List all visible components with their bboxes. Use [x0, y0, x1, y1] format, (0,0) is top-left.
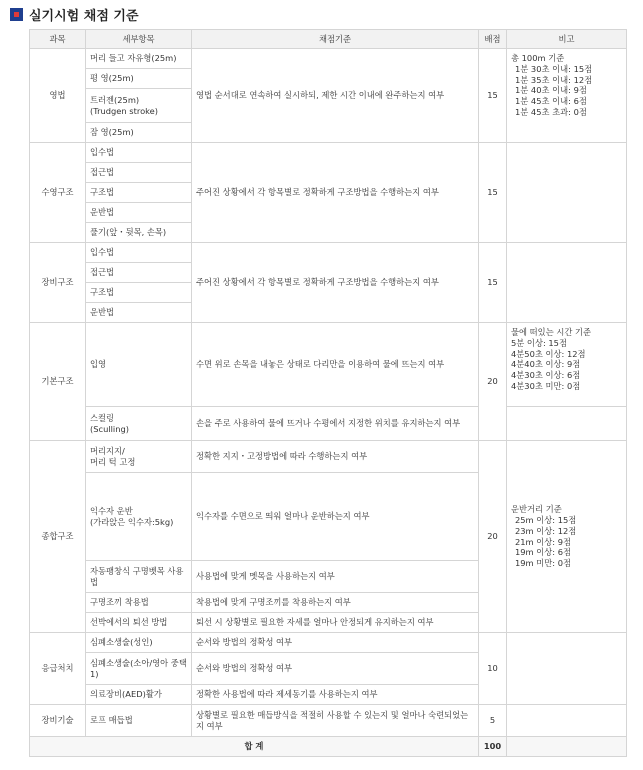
- table-row: [30, 441, 627, 473]
- detail-cell: 접근법: [86, 163, 192, 183]
- category-cell: 응급처치: [30, 633, 86, 705]
- note-line: 5분 이상: 15점: [511, 337, 567, 348]
- notes-cell: [507, 705, 627, 737]
- note-line: 1분 30초 이내: 15점: [515, 63, 593, 74]
- notes-cell: [507, 49, 627, 143]
- notes-cell: [507, 633, 627, 705]
- detail-cell: 머리지지/ 머리 턱 고정: [86, 441, 192, 473]
- total-score: 100: [479, 737, 507, 757]
- detail-cell: 심폐소생술(성인): [86, 633, 192, 653]
- note-line: 1분 45초 이내: 6점: [515, 96, 587, 107]
- header-category: 과목: [30, 30, 86, 49]
- detail-cell: 구명조끼 착용법: [86, 593, 192, 613]
- criteria-cell: 상황별로 필요한 매듭방식을 적절히 사용할 수 있는지 및 얼마나 숙련되었는지 여부: [192, 705, 479, 737]
- criteria-cell: 순서와 방법의 정확성 여부: [192, 633, 479, 653]
- note-line: 4분30초 이상: 6점: [511, 370, 581, 381]
- detail-cell: 자동팽창식 구명벳목 사용법: [86, 561, 192, 593]
- detail-cell: 입영: [86, 323, 192, 407]
- total-label: 합 계: [30, 737, 479, 757]
- criteria-cell: 정확한 지지・고정방법에 따라 수행하는지 여부: [192, 441, 479, 473]
- table-row: [30, 49, 627, 69]
- detail-cell: 스컬링 (Sculling): [86, 407, 192, 441]
- note-line: 물에 떠있는 시간 기준: [511, 327, 592, 337]
- criteria-cell: 수면 위로 손목을 내놓은 상태로 다리만을 이용하여 물에 뜨는지 여부: [192, 323, 479, 407]
- notes-cell: [507, 323, 627, 407]
- criteria-cell: 손을 주로 사용하여 물에 뜨거나 수평에서 지정한 위치를 유지하는지 여부: [192, 407, 479, 441]
- category-cell: 영법: [30, 49, 86, 143]
- detail-cell: 의료장비(AED)활가: [86, 685, 192, 705]
- detail-cell: 잠 영(25m): [86, 123, 192, 143]
- note-line: 총 100m 기준: [511, 53, 565, 63]
- table-row: [30, 407, 627, 441]
- criteria-cell: 주어진 상황에서 각 항목별로 정확하게 구조방법을 수행하는지 여부: [192, 143, 479, 243]
- header-score: 배점: [479, 30, 507, 49]
- criteria-cell: 퇴선 시 상황별로 필요한 자세를 얼마나 안정되게 유지하는지 여부: [192, 613, 479, 633]
- criteria-cell: 익수자를 수면으로 띄워 얼마나 운반하는지 여부: [192, 473, 479, 561]
- criteria-cell: 순서와 방법의 정확성 여부: [192, 653, 479, 685]
- note-line: 1분 40초 이내: 9점: [515, 85, 587, 96]
- note-line: 4분30초 미만: 0점: [511, 380, 581, 391]
- note-line: 21m 이상: 9점: [515, 536, 572, 547]
- score-cell: 15: [479, 143, 507, 243]
- table-header-row: [30, 30, 627, 49]
- notes-cell: [507, 143, 627, 243]
- detail-cell: 평 영(25m): [86, 69, 192, 89]
- detail-cell: 구조법: [86, 283, 192, 303]
- note-line: 4분50초 이상: 12점: [511, 348, 586, 359]
- note-line: 1분 45초 초과: 0점: [515, 106, 587, 117]
- detail-cell: 선박에서의 퇴선 방법: [86, 613, 192, 633]
- score-cell: 15: [479, 243, 507, 323]
- criteria-cell: 착용법에 맞게 구명조끼를 착용하는지 여부: [192, 593, 479, 613]
- score-cell: 5: [479, 705, 507, 737]
- detail-cell: 머리 들고 자유형(25m): [86, 49, 192, 69]
- detail-cell: 입수법: [86, 243, 192, 263]
- section-header: [10, 4, 139, 24]
- score-cell: 20: [479, 441, 507, 633]
- note-line: 운반거리 기준: [511, 504, 562, 515]
- detail-cell: 운반법: [86, 303, 192, 323]
- score-cell: 10: [479, 633, 507, 705]
- detail-cell: 운반법: [86, 203, 192, 223]
- category-cell: 장비기술: [30, 705, 86, 737]
- table-row: [30, 633, 627, 653]
- header-detail: 세부항목: [86, 30, 192, 49]
- note-line: 1분 35초 이내: 12점: [515, 74, 593, 85]
- notes-cell: [507, 441, 627, 633]
- note-line: 25m 이상: 15점: [515, 514, 577, 525]
- table-row: [30, 143, 627, 163]
- category-cell: 기본구조: [30, 323, 86, 441]
- criteria-cell: 주어진 상황에서 각 항목별로 정확하게 구조방법을 수행하는지 여부: [192, 243, 479, 323]
- total-row: [30, 737, 627, 757]
- detail-cell: 풀기(앞・뒷목, 손목): [86, 223, 192, 243]
- category-cell: 장비구조: [30, 243, 86, 323]
- detail-cell: 익수자 운반 (가라앉은 익수자:5kg): [86, 473, 192, 561]
- header-criteria: 채점기준: [192, 30, 479, 49]
- criteria-cell: 영법 순서대로 연속하여 실시하되, 제한 시간 이내에 완주하는지 여부: [192, 49, 479, 143]
- detail-cell: 접근법: [86, 263, 192, 283]
- detail-cell: 로프 매듭법: [86, 705, 192, 737]
- notes-cell: [507, 243, 627, 323]
- score-cell: 20: [479, 323, 507, 441]
- criteria-cell: 정확한 사용법에 따라 제세동기를 사용하는지 여부: [192, 685, 479, 705]
- category-cell: 수영구조: [30, 143, 86, 243]
- page-title: 실기시험 채점 기준: [29, 8, 139, 24]
- criteria-cell: 사용법에 맞게 멧목을 사용하는지 여부: [192, 561, 479, 593]
- category-cell: 종합구조: [30, 441, 86, 633]
- table-row: [30, 323, 627, 407]
- table-row: [30, 243, 627, 263]
- bullet-square-icon: [10, 8, 23, 21]
- detail-cell: 심폐소생술(소아/영아 중택1): [86, 653, 192, 685]
- note-line: 19m 이상: 6점: [515, 547, 572, 558]
- note-line: 4분40초 이상: 9점: [511, 359, 581, 370]
- note-line: 23m 이상: 12점: [515, 525, 577, 536]
- table-row: [30, 705, 627, 737]
- detail-cell: 입수법: [86, 143, 192, 163]
- detail-cell: 구조법: [86, 183, 192, 203]
- note-line: 19m 미만: 0점: [515, 558, 572, 569]
- detail-cell: 트러젠(25m) (Trudgen stroke): [86, 89, 192, 123]
- scoring-table: [29, 29, 627, 757]
- notes-cell: [507, 407, 627, 441]
- header-notes: 비고: [507, 30, 627, 49]
- total-notes-cell: [507, 737, 627, 757]
- score-cell: 15: [479, 49, 507, 143]
